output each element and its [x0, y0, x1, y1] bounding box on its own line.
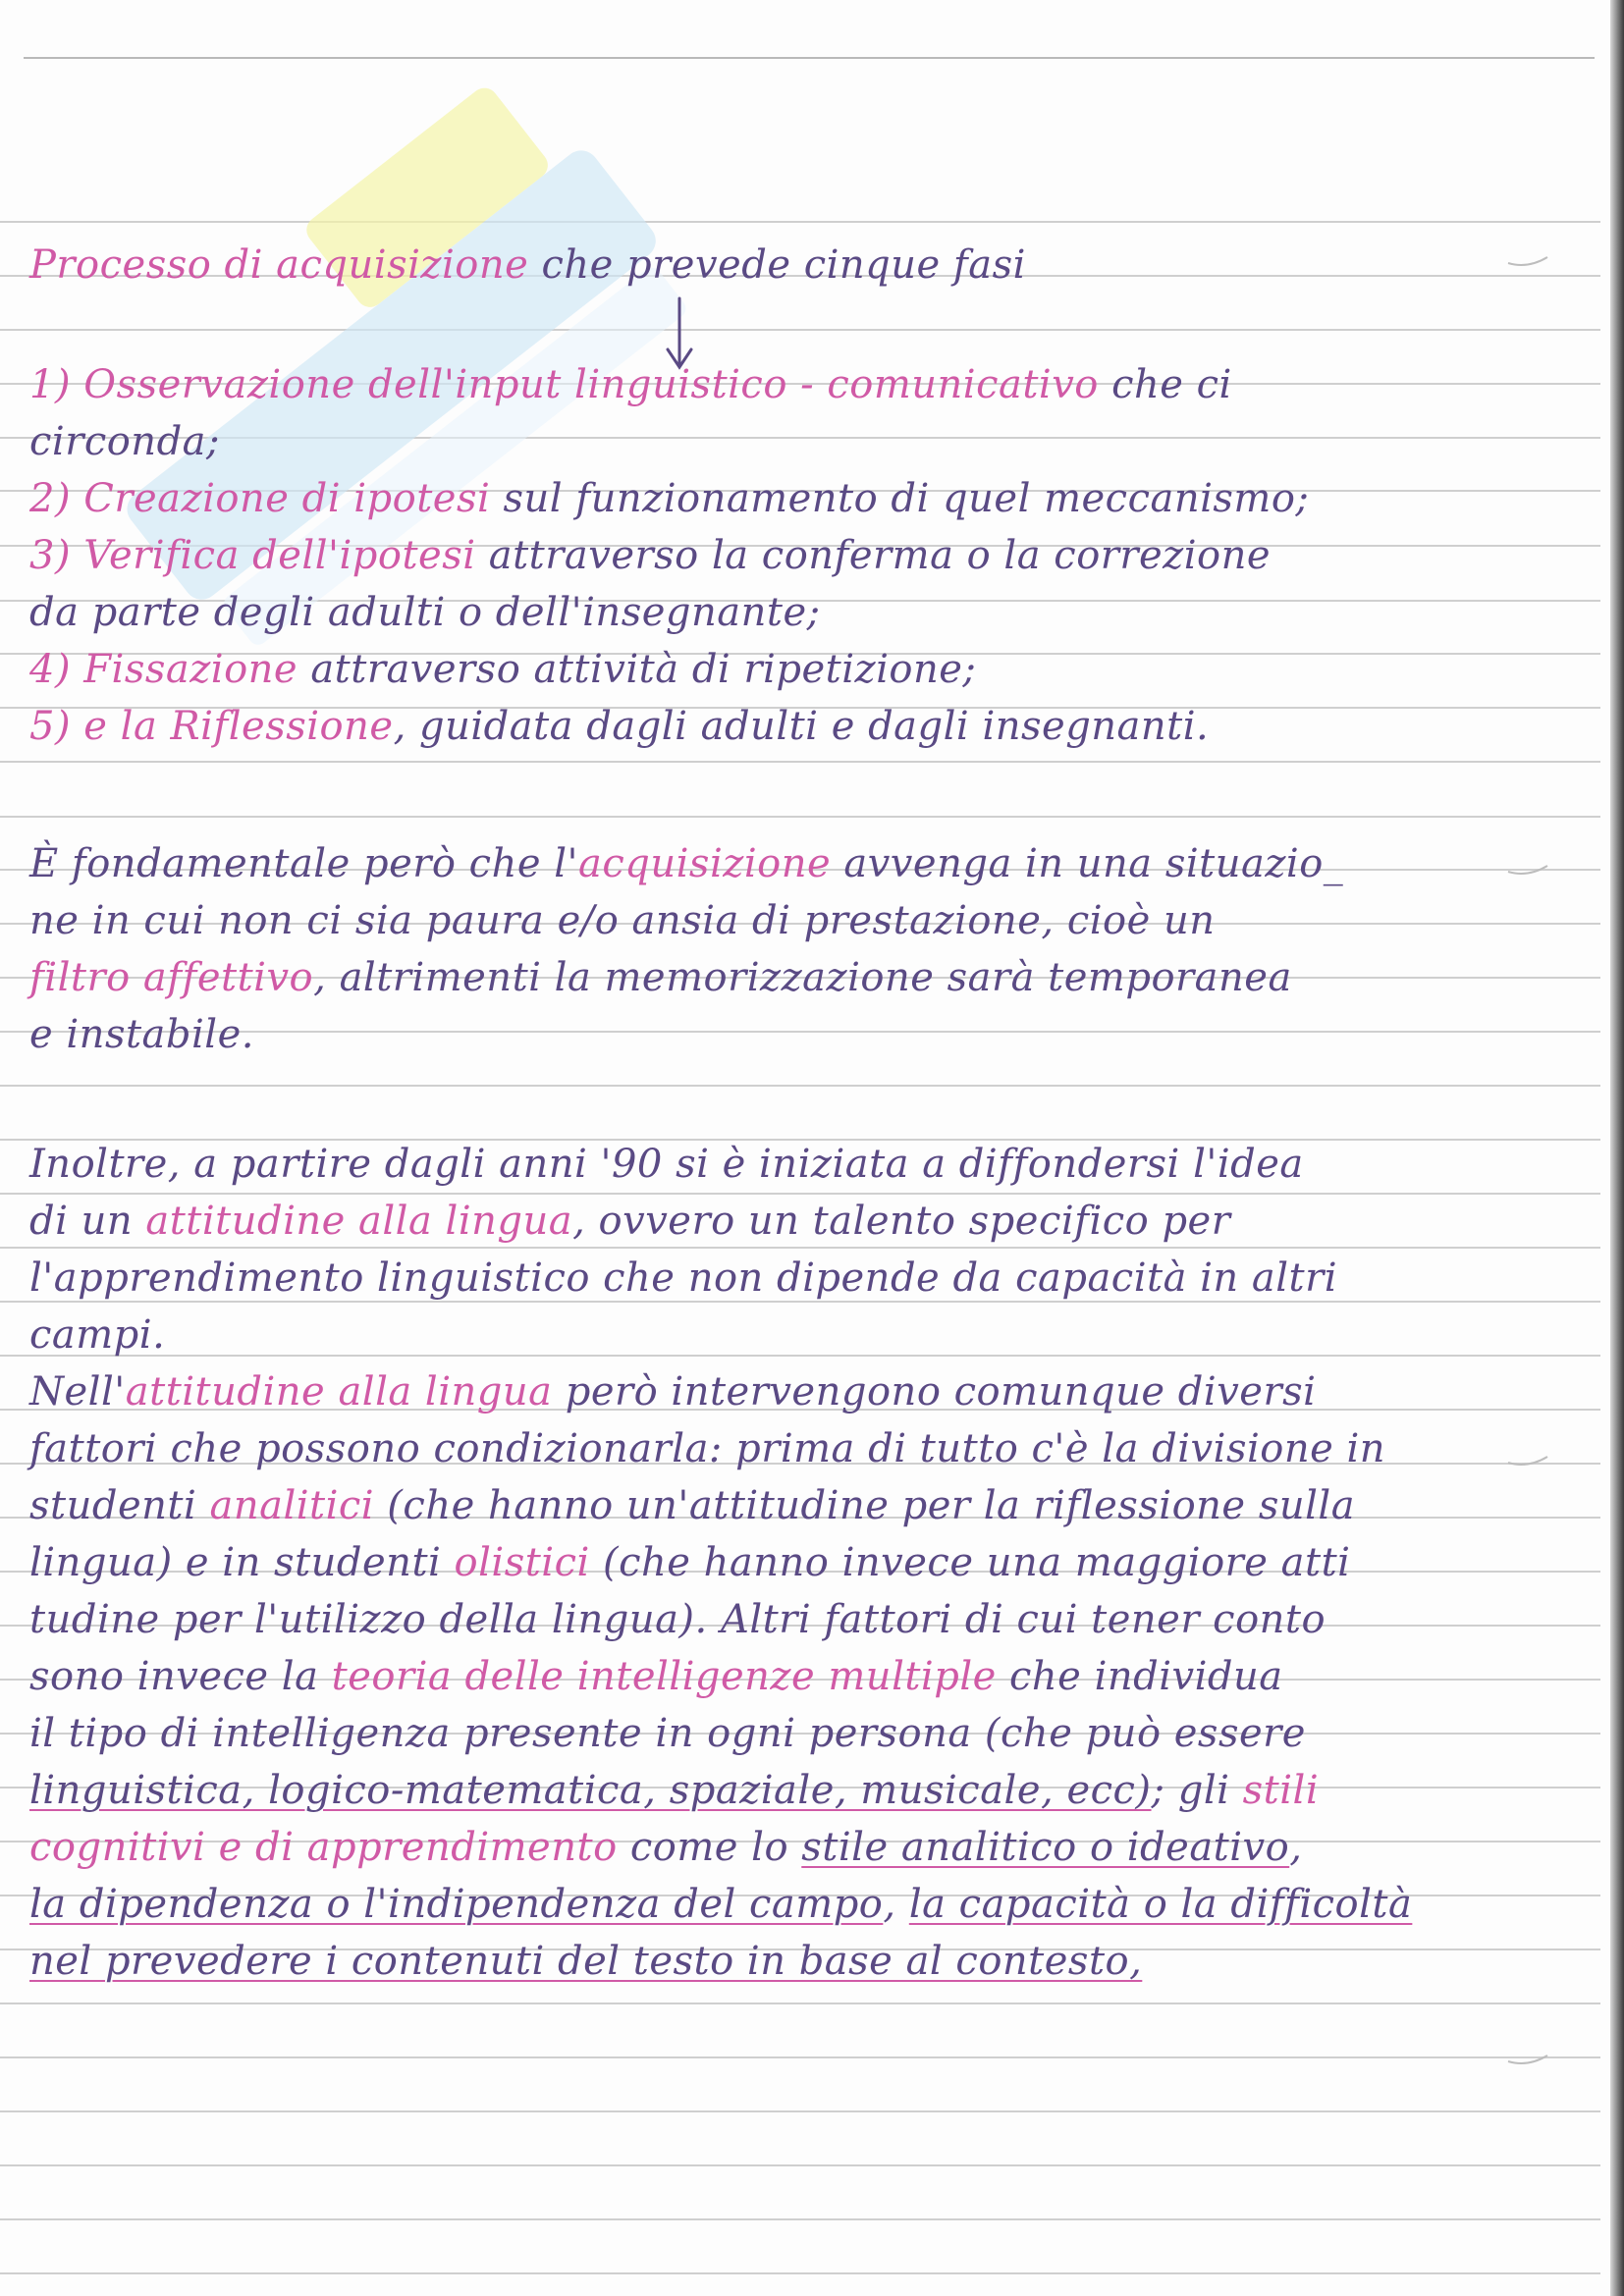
- note-text: e instabile.: [29, 1012, 254, 1057]
- note-line: [29, 1768, 1320, 1813]
- note-highlight: olistici: [454, 1540, 590, 1585]
- note-highlight: stili: [1242, 1768, 1320, 1813]
- note-text: da parte degli adulti o dell'insegnante;: [29, 590, 821, 635]
- note-highlight: 2) Creazione di ipotesi: [29, 476, 491, 521]
- note-underlined: la dipendenza o l'indipendenza del campo: [29, 1882, 884, 1927]
- down-arrow-icon: [660, 294, 699, 373]
- note-text: che prevede cinque fasi: [528, 242, 1026, 288]
- note-text: È fondamentale però che l': [29, 841, 579, 886]
- note-text: attraverso attività di ripetizione;: [298, 647, 977, 692]
- note-text: attraverso la conferma o la correzione: [475, 533, 1272, 578]
- note-line: [29, 419, 220, 464]
- note-highlight: teoria delle intelligenze multiple: [331, 1654, 997, 1699]
- note-highlight: cognitivi e di apprendimento: [29, 1825, 618, 1870]
- note-highlight: filtro affettivo: [29, 955, 314, 1000]
- note-line: [29, 1199, 1231, 1244]
- note-line: [29, 1369, 1317, 1415]
- note-text: lingua) e in studenti: [29, 1540, 455, 1585]
- note-line: [29, 1654, 1283, 1699]
- heading-text: Processo di acquisizione: [29, 242, 529, 288]
- note-highlight: analitici: [209, 1483, 375, 1528]
- note-line: [29, 1012, 254, 1057]
- note-text: , altrimenti la memorizzazione sarà temporanea: [313, 955, 1292, 1000]
- note-highlight: attitudine alla lingua: [145, 1199, 573, 1244]
- note-line: [29, 1540, 1351, 1585]
- note-text: ; gli: [1151, 1768, 1243, 1813]
- note-text: (che hanno un'attitudine per la riflessione sulla: [374, 1483, 1356, 1528]
- note-highlight: input: [455, 362, 562, 407]
- note-text: avvenga in una situazio_: [831, 841, 1344, 886]
- note-line: [29, 1939, 1143, 1984]
- note-text: , ovvero un talento specifico per: [572, 1199, 1231, 1244]
- note-line: [29, 1597, 1326, 1642]
- note-text: ne in cui non ci sia paura e/o ansia di prestazione, cioè un: [29, 898, 1216, 943]
- note-text: , guidata dagli adulti e dagli insegnanti.: [393, 704, 1210, 749]
- note-text: campi.: [29, 1312, 166, 1358]
- note-highlight: acquisizione: [578, 841, 832, 886]
- note-text: Nell': [29, 1369, 126, 1415]
- note-line: [29, 1711, 1306, 1756]
- note-underlined: nel prevedere i contenuti del testo in base al contesto,: [29, 1939, 1143, 1984]
- note-line: [29, 1255, 1338, 1301]
- note-highlight: 4) Fissazione: [29, 647, 298, 692]
- note-highlight: 1) Osservazione dell': [29, 362, 456, 407]
- note-line: [29, 1426, 1386, 1471]
- note-underlined: la capacità o la difficoltà: [908, 1882, 1413, 1927]
- note-text: sul funzionamento di quel meccanismo;: [490, 476, 1310, 521]
- note-line: [29, 362, 1232, 407]
- note-line: [29, 898, 1216, 943]
- note-text: però intervengono comunque diversi: [552, 1369, 1317, 1415]
- note-highlight: 3) Verifica dell'ipotesi: [29, 533, 476, 578]
- note-text: ,: [883, 1882, 909, 1927]
- note-line: [29, 647, 977, 692]
- note-text: che ci: [1098, 362, 1232, 407]
- note-text: ,: [1289, 1825, 1303, 1870]
- note-text: come lo: [617, 1825, 802, 1870]
- note-line: [29, 533, 1272, 578]
- note-text: il tipo di intelligenza presente in ogni persona (che può essere: [29, 1711, 1306, 1756]
- note-line: [29, 1312, 166, 1358]
- note-line: [29, 242, 1026, 288]
- note-text: l'apprendimento linguistico che non dipende da capacità in altri: [29, 1255, 1338, 1301]
- note-highlight: attitudine alla lingua: [125, 1369, 553, 1415]
- note-line: [29, 704, 1210, 749]
- page-binding-shadow: [1610, 0, 1624, 2296]
- note-underlined: stile analitico o ideativo: [801, 1825, 1290, 1870]
- note-line: [29, 1825, 1303, 1870]
- page-top-edge: [24, 57, 1595, 59]
- note-text: che individua: [996, 1654, 1283, 1699]
- note-text: studenti: [29, 1483, 210, 1528]
- note-highlight: Riflessione: [170, 704, 394, 749]
- note-line: [29, 841, 1344, 886]
- note-text: fattori che possono condizionarla: prima di tutto c'è la divisione in: [29, 1426, 1386, 1471]
- note-highlight: linguistico - comunicativo: [561, 362, 1099, 407]
- note-line: [29, 1142, 1304, 1187]
- note-line: [29, 1483, 1356, 1528]
- note-text: di un: [29, 1199, 146, 1244]
- note-text: sono invece la: [29, 1654, 332, 1699]
- note-line: [29, 955, 1292, 1000]
- note-line: [29, 590, 821, 635]
- note-line: [29, 476, 1310, 521]
- note-highlight: 5) e la: [29, 704, 171, 749]
- note-text: (che hanno invece una maggiore atti: [589, 1540, 1351, 1585]
- note-text: tudine per l'utilizzo della lingua). Altri fattori di cui tener conto: [29, 1597, 1326, 1642]
- note-underlined: linguistica, logico-matematica, spaziale, musicale, ecc): [29, 1768, 1152, 1813]
- note-text: circonda;: [29, 419, 220, 464]
- note-line: [29, 1882, 1413, 1927]
- note-text: Inoltre, a partire dagli anni '90 si è iniziata a diffondersi l'idea: [29, 1142, 1304, 1187]
